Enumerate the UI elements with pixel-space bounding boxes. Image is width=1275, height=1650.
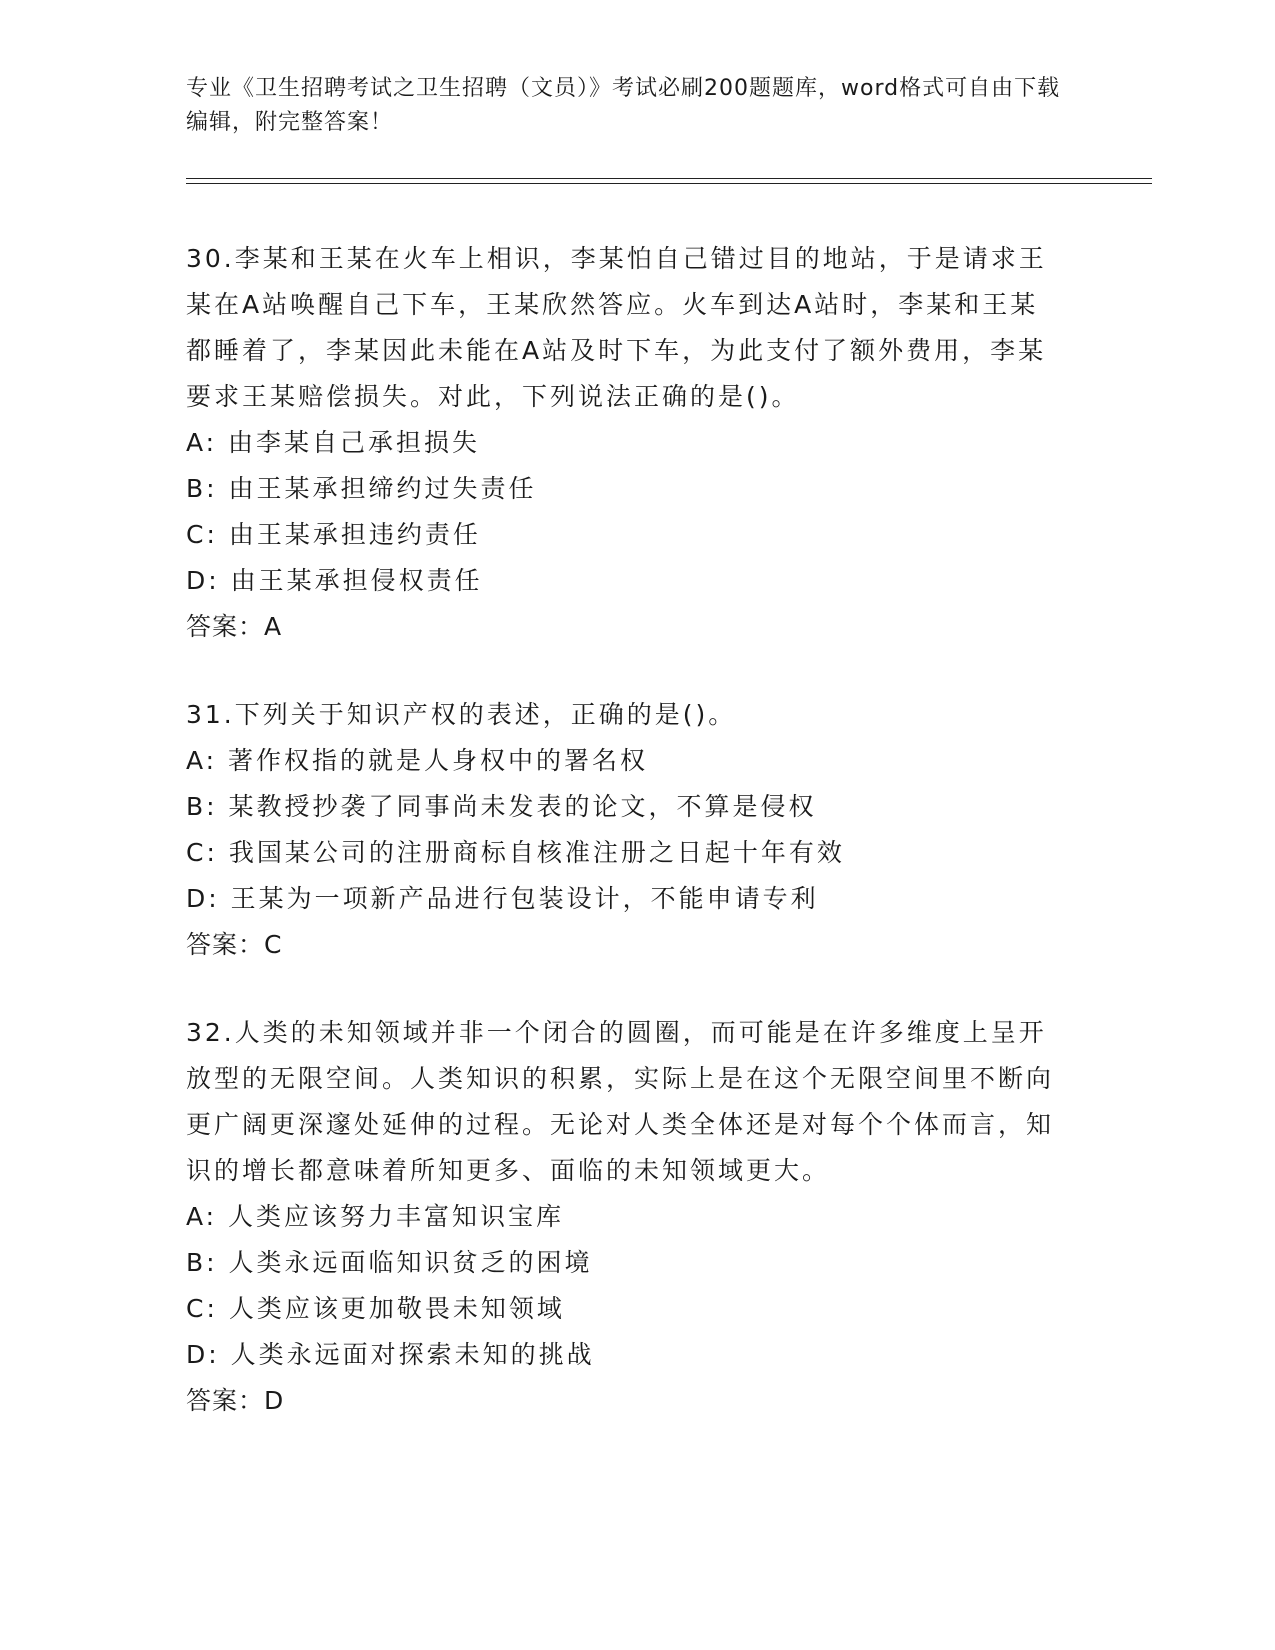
answer-line: 答案：A — [186, 612, 283, 641]
question-stem: 32.人类的未知领域并非一个闭合的圆圈，而可能是在许多维度上呈开放型的无限空间。人类知识的积累，实际上是在这个无限空间里不断向更广阔更深邃处延伸的过程。无论对人类全体还是对每个个体而言，知识的增长都意味着所知更多、面临的未知领域更大。 — [186, 1018, 1055, 1185]
header-divider-top — [186, 178, 1152, 179]
answer-line: 答案：D — [186, 1386, 285, 1415]
answer-line: 答案：C — [186, 930, 283, 959]
option-a: A: 著作权指的就是人身权中的署名权 — [186, 746, 649, 775]
question-stem: 31.下列关于知识产权的表述，正确的是()。 — [186, 700, 737, 729]
option-a: A: 由李某自己承担损失 — [186, 428, 481, 457]
option-b: B: 由王某承担缔约过失责任 — [186, 474, 537, 503]
option-c: C: 我国某公司的注册商标自核准注册之日起十年有效 — [186, 838, 845, 867]
option-d: D: 王某为一项新产品进行包装设计，不能申请专利 — [186, 884, 819, 913]
document-header: 专业《卫生招聘考试之卫生招聘（文员）》考试必刷200题题库，word格式可自由下载编辑，附完整答案！ — [186, 76, 1061, 135]
option-a: A: 人类应该努力丰富知识宝库 — [186, 1202, 565, 1231]
option-c: C: 人类应该更加敬畏未知领域 — [186, 1294, 565, 1323]
option-d: D: 人类永远面对探索未知的挑战 — [186, 1340, 595, 1369]
option-b: B: 人类永远面临知识贫乏的困境 — [186, 1248, 593, 1277]
option-c: C: 由王某承担违约责任 — [186, 520, 481, 549]
question-31 — [186, 692, 1066, 968]
question-32 — [186, 1010, 1066, 1424]
header-divider-bottom — [186, 183, 1152, 184]
option-b: B: 某教授抄袭了同事尚未发表的论文，不算是侵权 — [186, 792, 817, 821]
question-stem: 30.李某和王某在火车上相识，李某怕自己错过目的地站，于是请求王某在A站唤醒自己下车，王某欣然答应。火车到达A站时，李某和王某都睡着了，李某因此未能在A站及时下车，为此支付了额外费用，李某要求王某赔偿损失。对此，下列说法正确的是()。 — [186, 244, 1047, 411]
question-30 — [186, 236, 1066, 650]
option-d: D: 由王某承担侵权责任 — [186, 566, 483, 595]
